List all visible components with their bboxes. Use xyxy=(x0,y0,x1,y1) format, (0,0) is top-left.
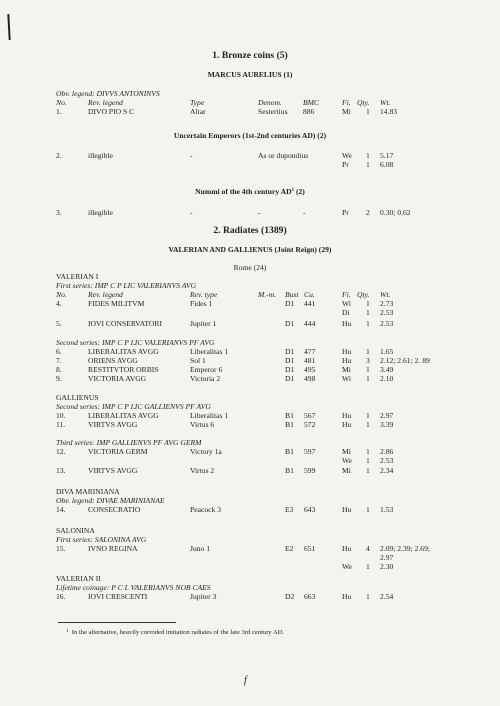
cell-rev-legend: CONSECRATIO xyxy=(88,505,141,514)
series-legend: Second series: IMP C P LIC VALERIANVS PF AVG xyxy=(56,338,215,347)
cell-wt: 2.97 xyxy=(380,553,394,562)
ruler-name: VALERIAN II xyxy=(56,574,101,583)
col-header-wt: Wt. xyxy=(380,98,391,107)
cell-rev-legend: LIBERALITAS AVGG xyxy=(88,411,159,420)
cell-no: 2. xyxy=(56,151,62,160)
section-title-bronze: 1. Bronze coins (5) xyxy=(212,50,288,61)
col-header-bmc: BMC xyxy=(303,98,320,107)
cell-fi: Hu xyxy=(342,505,352,514)
cell-bust: B1 xyxy=(285,420,294,429)
cell-rev-type: Victory 1a xyxy=(190,447,222,456)
cell-cu: 572 xyxy=(304,420,316,429)
page-number: f xyxy=(244,675,247,686)
cell-cu: 651 xyxy=(304,544,316,553)
cell-fi: Hu xyxy=(342,319,352,328)
cell-fi: We xyxy=(342,562,352,571)
series-legend: First series: IMP C P LIC VALERIANVS AVG xyxy=(56,281,197,290)
cell-bust: D1 xyxy=(285,356,295,365)
cell-no: 5. xyxy=(56,319,62,328)
cell-wt: 2.30 xyxy=(380,562,394,571)
cell-rev-legend: VIRTVS AVGG xyxy=(88,466,138,475)
cell-wt: 2.54 xyxy=(380,592,394,601)
cell-fi: Hu xyxy=(342,411,352,420)
col-header-rev-legend: Rev. legend xyxy=(88,290,123,299)
cell-qty: 1 xyxy=(366,411,370,420)
cell-qty: 1 xyxy=(366,592,370,601)
cell-fi: Pr xyxy=(342,160,349,169)
cell-fi: Mi xyxy=(342,365,351,374)
cell-rev-type: Virtus 2 xyxy=(190,466,215,475)
cell-no: 16. xyxy=(56,592,66,601)
cell-rev-legend: ORIENS AVGG xyxy=(88,356,138,365)
cell-no: 13. xyxy=(56,466,66,475)
col-header-no: No. xyxy=(56,290,67,299)
cell-no: 9. xyxy=(56,374,62,383)
col-header-fi: Fi. xyxy=(342,98,351,107)
cell-fi: Di xyxy=(342,308,350,317)
cell-fi: Hu xyxy=(342,544,352,553)
cell-no: 14. xyxy=(56,505,66,514)
section-title-radiates: 2. Radiates (1389) xyxy=(213,225,287,236)
heading-nummi xyxy=(0,187,500,196)
cell-no: 10. xyxy=(56,411,66,420)
col-header-mm: M.-m. xyxy=(258,290,277,299)
series-legend: Third series: IMP GALLIENVS PF AVG GERM xyxy=(56,438,202,447)
cell-bust: D1 xyxy=(285,374,295,383)
cell-type: - xyxy=(190,151,193,160)
series-legend: Second series: IMP C P LIC GALLIENVS PF AVG xyxy=(56,402,211,411)
cell-wt: 2.12; 2.61; 2. 89 xyxy=(380,356,430,365)
cell-rev-type: Emperor 6 xyxy=(190,365,223,374)
cell-cu: 597 xyxy=(304,447,316,456)
cell-no: 12. xyxy=(56,447,66,456)
cell-wt: 2.86 xyxy=(380,447,394,456)
cell-rev-type: Juno 1 xyxy=(190,544,211,553)
cell-bmc: - xyxy=(303,208,306,217)
cell-bust: D1 xyxy=(285,347,295,356)
cell-no: 1. xyxy=(56,107,62,116)
cell-cu: 663 xyxy=(304,592,316,601)
cell-qty: 1 xyxy=(366,420,370,429)
cell-no: 6. xyxy=(56,347,62,356)
cell-rev-legend: VICTORIA GERM xyxy=(88,447,148,456)
series-legend: First series: SALONINA AVG xyxy=(56,535,147,544)
cell-fi: Wi xyxy=(342,374,351,383)
cell-fi: Hu xyxy=(342,347,352,356)
cell-rev-type: Virtus 6 xyxy=(190,420,215,429)
cell-fi: Wi xyxy=(342,299,351,308)
heading-uncertain-emperors: Uncertain Emperors (1st-2nd centuries AD) (2) xyxy=(173,131,327,140)
cell-no: 8. xyxy=(56,365,62,374)
cell-rev-type: Liberalitas 1 xyxy=(190,347,229,356)
cell-denom: Sestertius xyxy=(258,107,288,116)
cell-type: Altar xyxy=(190,107,206,116)
cell-fi: Mi xyxy=(342,107,351,116)
cell-cu: 599 xyxy=(304,466,316,475)
col-header-rev-legend: Rev. legend xyxy=(88,98,123,107)
cell-qty: 1 xyxy=(366,374,370,383)
col-header-qty: Qty. xyxy=(357,290,370,299)
col-header-denom: Denom. xyxy=(258,98,282,107)
cell-qty: 2 xyxy=(366,208,370,217)
cell-wt: 1.65 xyxy=(380,347,394,356)
cell-fi: We xyxy=(342,456,352,465)
cell-cu: 477 xyxy=(304,347,316,356)
cell-wt: 2.73 xyxy=(380,299,394,308)
cell-cu: 441 xyxy=(304,299,316,308)
cell-bust: E3 xyxy=(285,505,294,514)
cell-qty: 1 xyxy=(366,365,370,374)
cell-wt: 2.97 xyxy=(380,411,394,420)
cell-rev-type: Peacock 3 xyxy=(190,505,221,514)
cell-rev-legend: FIDES MILITVM xyxy=(88,299,145,308)
cell-rev-type: Jupiter 3 xyxy=(190,592,217,601)
cell-no: 3. xyxy=(56,208,62,217)
cell-wt: 2.09; 2.39; 2.69; xyxy=(380,544,430,553)
cell-fi: Hu xyxy=(342,592,352,601)
cell-qty: 1 xyxy=(366,447,370,456)
cell-bust: B1 xyxy=(285,466,294,475)
cell-fi: Pr xyxy=(342,208,349,217)
cell-wt: 0.30; 0.62 xyxy=(380,208,411,217)
cell-bust: D1 xyxy=(285,365,295,374)
mint-heading: Rome (24) xyxy=(233,263,267,272)
cell-rev-legend: DIVO PIO S C xyxy=(88,107,135,116)
footnote xyxy=(66,628,284,637)
cell-rev-legend: illegible xyxy=(88,208,113,217)
cell-qty: 1 xyxy=(366,107,370,116)
cell-rev-legend: IOVI CRESCENTI xyxy=(88,592,148,601)
cell-fi: Mi xyxy=(342,447,351,456)
cell-wt: 2.53 xyxy=(380,456,394,465)
ruler-name: GALLIENUS xyxy=(56,393,99,402)
cell-qty: 1 xyxy=(366,160,370,169)
heading-nummi-count: (2) xyxy=(295,187,305,196)
cell-wt: 2.53 xyxy=(380,308,394,317)
cell-no: 4. xyxy=(56,299,62,308)
col-header-qty: Qty. xyxy=(357,98,370,107)
heading-valerian-gallienus: VALERIAN AND GALLIENUS (Joint Reign) (29) xyxy=(168,245,332,254)
cell-type: - xyxy=(190,208,193,217)
cell-bust: B1 xyxy=(285,411,294,420)
cell-wt: 5.17 xyxy=(380,151,394,160)
cell-wt: 14.83 xyxy=(380,107,398,116)
ruler-name: DIVA MARINIANA xyxy=(56,487,120,496)
cell-qty: 4 xyxy=(366,544,370,553)
cell-bust: D1 xyxy=(285,299,295,308)
cell-rev-legend: RESTITVTOR ORBIS xyxy=(88,365,159,374)
cell-wt: 2.10 xyxy=(380,374,394,383)
ruler-name: VALERIAN I xyxy=(56,272,99,281)
cell-bust: D1 xyxy=(285,319,295,328)
cell-rev-legend: IOVI CONSERVATORI xyxy=(88,319,162,328)
cell-bmc: 886 xyxy=(303,107,315,116)
cell-qty: 1 xyxy=(366,151,370,160)
col-header-rev-type: Rev. type xyxy=(190,290,218,299)
footnote-ref: 1 xyxy=(291,188,295,193)
cell-rev-legend: VIRTVS AVGG xyxy=(88,420,138,429)
series-legend: Lifetime coinage: P C L VALERIANVS NOB CAES xyxy=(56,583,211,592)
cell-qty: 3 xyxy=(366,356,370,365)
col-header-bust: Bust xyxy=(285,290,299,299)
cell-cu: 481 xyxy=(304,356,316,365)
footnote-text: In the alternative, heavily corroded imitation radiates of the late 3rd century AD. xyxy=(71,629,285,636)
cell-fi: Mi xyxy=(342,466,351,475)
cell-cu: 444 xyxy=(304,319,316,328)
cell-qty: 1 xyxy=(366,562,370,571)
cell-wt: 6.08 xyxy=(380,160,394,169)
cell-denom: As or dupondius xyxy=(258,151,309,160)
cell-rev-type: Sol 1 xyxy=(190,356,206,365)
col-header-cu: Cu. xyxy=(304,290,315,299)
cell-cu: 643 xyxy=(304,505,316,514)
heading-marcus-aurelius: MARCUS AURELIUS (1) xyxy=(207,70,293,79)
cell-no: 7. xyxy=(56,356,62,365)
obv-legend-marcus: Obv. legend: DIVVS ANTONINVS xyxy=(56,89,160,98)
col-header-type: Type xyxy=(190,98,205,107)
ruler-name: SALONINA xyxy=(56,526,95,535)
cell-cu: 495 xyxy=(304,365,316,374)
cell-wt: 3.49 xyxy=(380,365,394,374)
cell-wt: 3.39 xyxy=(380,420,394,429)
cell-rev-type: Fides 1 xyxy=(190,299,213,308)
cell-bust: D2 xyxy=(285,592,295,601)
col-header-wt: Wt. xyxy=(380,290,391,299)
cell-rev-legend: IVNO REGINA xyxy=(88,544,138,553)
cell-wt: 2.53 xyxy=(380,319,394,328)
cell-rev-legend: LIBERALITAS AVGG xyxy=(88,347,159,356)
cell-no: 11. xyxy=(56,420,66,429)
cell-fi: We xyxy=(342,151,352,160)
cell-bust: B1 xyxy=(285,447,294,456)
cell-qty: 1 xyxy=(366,299,370,308)
col-header-no: No. xyxy=(56,98,67,107)
cell-qty: 1 xyxy=(366,347,370,356)
cell-qty: 1 xyxy=(366,456,370,465)
cell-denom: - xyxy=(258,208,261,217)
cell-cu: 498 xyxy=(304,374,316,383)
cell-cu: 567 xyxy=(304,411,316,420)
cell-wt: 1.53 xyxy=(380,505,394,514)
cell-wt: 2.34 xyxy=(380,466,394,475)
cell-qty: 1 xyxy=(366,308,370,317)
cell-qty: 1 xyxy=(366,466,370,475)
cell-rev-legend: VICTORIA AVGG xyxy=(88,374,147,383)
cell-rev-type: Victoria 2 xyxy=(190,374,221,383)
obv-legend: Obv. legend: DIVAE MARINIANAE xyxy=(56,496,165,505)
cell-fi: Hu xyxy=(342,420,352,429)
heading-nummi-text: Nummi of the 4th century AD xyxy=(195,187,292,196)
cell-rev-type: Liberalitas 1 xyxy=(190,411,229,420)
footnote-marker: 1 xyxy=(66,629,69,634)
margin-mark xyxy=(7,14,10,40)
cell-rev-type: Jupiter 1 xyxy=(190,319,217,328)
cell-qty: 1 xyxy=(366,505,370,514)
cell-no: 15. xyxy=(56,544,66,553)
cell-fi: Hu xyxy=(342,356,352,365)
cell-rev-legend: illegible xyxy=(88,151,113,160)
col-header-fi: Fi. xyxy=(342,290,351,299)
cell-bust: E2 xyxy=(285,544,294,553)
cell-qty: 1 xyxy=(366,319,370,328)
footnote-rule xyxy=(58,622,176,623)
